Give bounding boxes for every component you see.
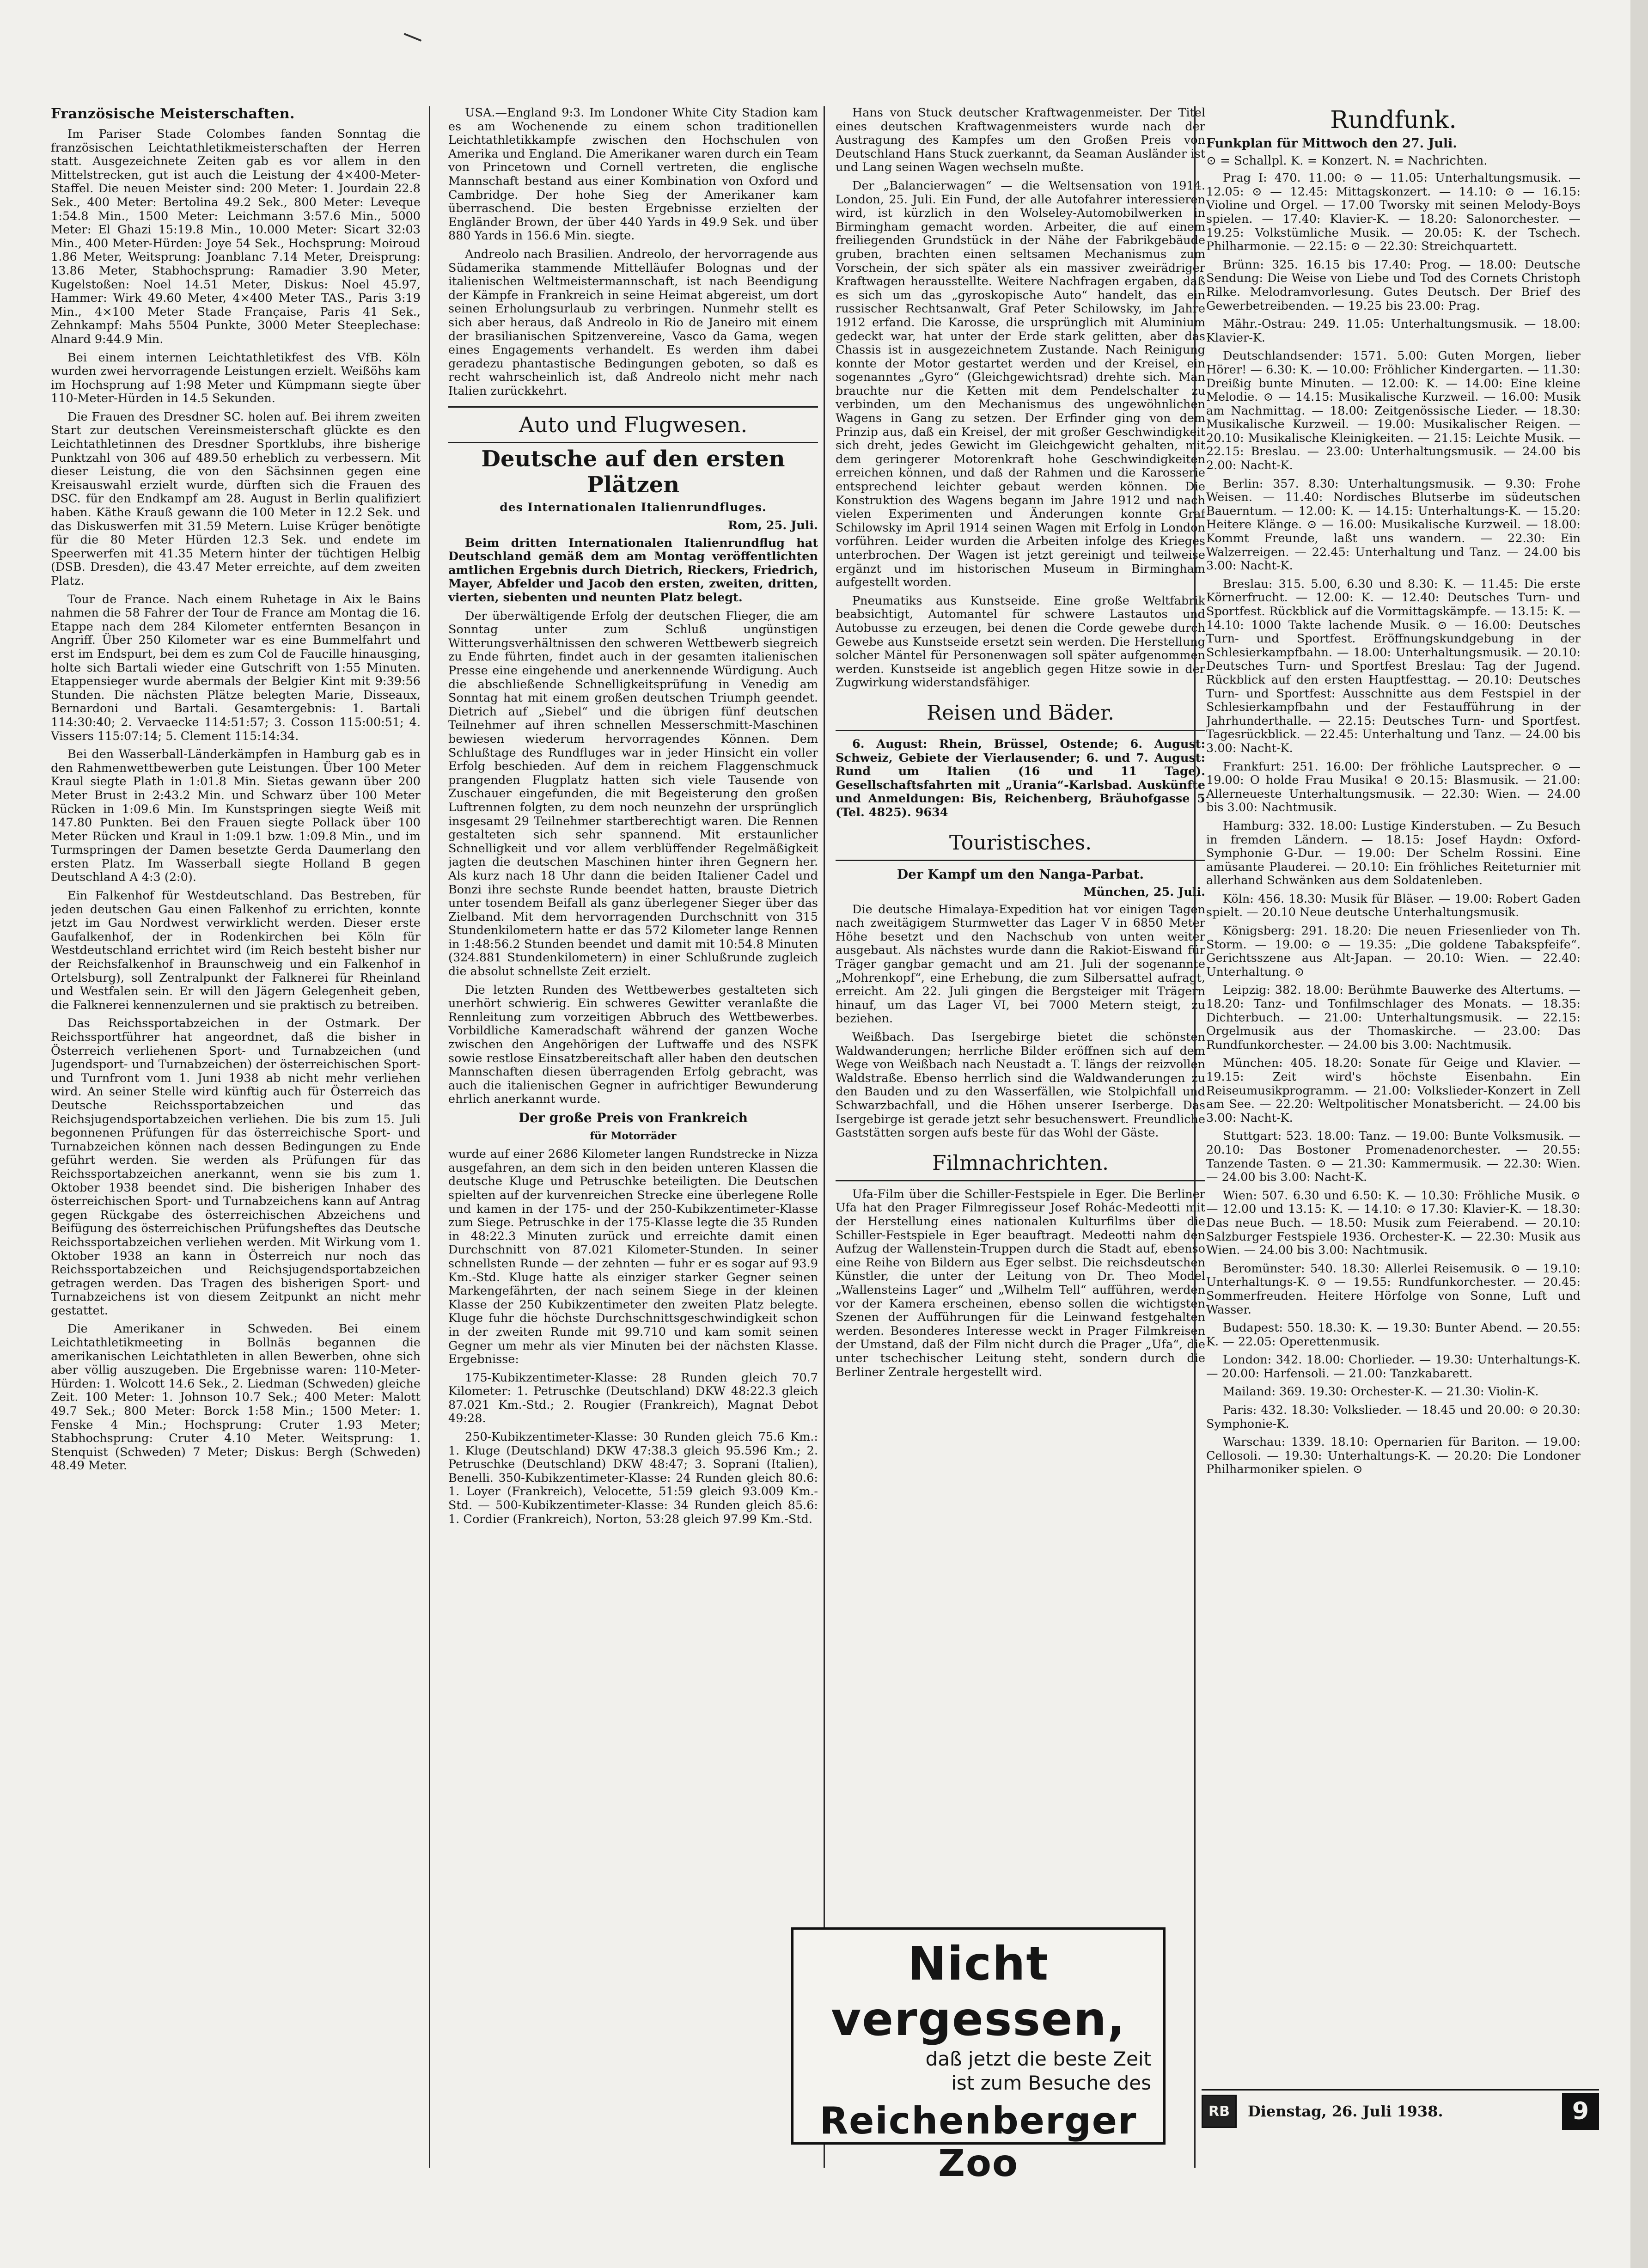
article-paragraph: Die letzten Runden des Wettbewerbes gestalteten sich unerhört schwierig. Ein schweres Gewitter veranlaßte die Rennleitung zum vorzeitigen Abbruch des Wettbewerbes. Vorbildliche Kameradschaft während der ganzen Woche zwischen den Angehörigen der Luftwaffe und des NSFK sowie restlose Einsatzbereitschaft aller haben den deutschen Mannschaften diesen überragenden Erfolg gebracht, was auch die italienischen Gegner in aufrichtiger Bewunderung ehrlich anerkannt wurde. xyxy=(448,983,818,1106)
article-kicker: Französische Meisterschaften. xyxy=(51,106,295,122)
station-entry: Stuttgart: 523. 18.00: Tanz. — 19.00: Bunte Volksmusik. — 20.10: Das Bostoner Promenadenorchester. — 20.55: Tanzende Tasten. ⊙ — 21.30: Kammermusik. — 22.30: Wien. — 24.00 bis 3.00: Nacht-K. xyxy=(1206,1129,1581,1185)
results-paragraph: 175-Kubikzentimeter-Klasse: 28 Runden gleich 70.7 Kilometer: 1. Petruschke (Deutschland) DKW 48:22.3 gleich 87.021 Km.-Std.; 2. Rougier (Frankreich), Magnat Debot 49:28. xyxy=(448,1370,818,1426)
article-paragraph: Die Amerikaner in Schweden. Bei einem Leichtathletikmeeting in Bollnäs begannen die amerikanischen Leichtathleten in allen Bewerben, ohne sich aber völlig auszugeben. Die Ergebnisse waren: 110-Meter-Hürden: 1. Wolcott 14.6 Sek., 2. Liedman (Schweden) gleiche Zeit. 100 Meter: 1. Johnson 10.7 Sek.; 400 Meter: Malott 49.7 Sek.; 800 Meter: Borck 1:58 Min.; 1500 Meter: 1. Fenske 4 Min.; Hochsprung: Cruter 1.93 Meter; Stabhochsprung: Cruter 4.10 Meter. Weitsprung: 1. Stenquist (Schweden) 7 Meter; Diskus: Bergh (Schweden) 48.49 Meter. xyxy=(51,1322,421,1473)
ad-brand: Reichenberger Zoo xyxy=(819,2099,1137,2185)
ad-text: daß jetzt die beste Zeit xyxy=(925,2048,1151,2070)
section-heading: Auto und Flugwesen. xyxy=(448,406,818,443)
article-paragraph: 6. August: Rhein, Brüssel, Ostende; 6. August: Schweiz, Gebiete der Vierlausender; 6. und 7. August: Rund um Italien (16 und 11 Tage). Gesellschaftsfahrten mit „Urania“-Karlsbad. Auskünfte und Anmeldungen: Bis, Reichenberg, Bräuhofgasse 5 (Tel. 4825). 9634 xyxy=(836,737,1205,819)
station-list xyxy=(1206,171,1581,1477)
station-entry: Budapest: 550. 18.30: K. — 19.30: Bunter Abend. — 20.55: K. — 22.05: Operettenmusik. xyxy=(1206,1321,1581,1349)
station-entry: Prag I: 470. 11.00: ⊙ — 11.05: Unterhaltungsmusik. — 12.05: ⊙ — 12.45: Mittagskonzert. — 14.10: ⊙ — 16.15: Violine und Orgel. — 17.00 Tworsky mit seinen Melody-Boys spielen. — 17.40: Klavier-K. — 18.20: Salonorchester. — 19.25: Volkstümliche Musik. — 20.05: K. der Tschech. Philharmonie. — 22.15: ⊙ — 22.30: Streichquartett. xyxy=(1206,171,1581,254)
radio-subtitle: Funkplan für Mittwoch den 27. Juli. xyxy=(1206,136,1457,151)
station-entry: Köln: 456. 18.30: Musik für Bläser. — 19.00: Robert Gaden spielt. — 20.10 Neue deutsche Unterhaltungsmusik. xyxy=(1206,892,1581,920)
station-entry: Breslau: 315. 5.00, 6.30 und 8.30: K. — 11.45: Die erste Körnerfrucht. — 12.00: K. — 12.40: Deutsches Turn- und Sportfest. Rückblick auf die Vormittagskämpfe. — 13.15: K. — 14.10: 1000 Takte lachende Musik. ⊙ — 16.00: Deutsches Turn- und Sportfest. Eröffnungskundgebung in der Schlesierkampfbahn. — 18.00: Unterhaltungsmusik. — 20.10: Deutsches Turn- und Sportfest Breslau: Tag der Jugend. Rückblick auf den ersten Hauptfesttag. — 20.10: Deutsches Turn- und Sportfest: Ausschnitte aus dem Festspiel in der Schlesierkampfbahn und der Festaufführung in der Jahrhunderthalle. — 22.15: Deutsches Turn- und Sportfest. Tagesrückblick. — 22.45: Unterhaltung und Tanz. — 24.00 bis 3.00: Nacht-K. xyxy=(1206,577,1581,755)
article-paragraph: Weißbach. Das Isergebirge bietet die schönsten Waldwanderungen; herrliche Bilder eröffnen sich auf dem Wege von Weißbach nach Neustadt a. T. längs der reizvollen Waldstraße. Ebenso herrlich sind die Waldwanderungen zu den Bauden und zu den Wasserfällen, wie Stolpichfall und Schwarzbachfall, und die Höhen unserer Iserberge. Das Isergebirge ist gerade jetzt sehr besuchenswert. Freundliche Gaststätten sorgen aufs beste für das Wohl der Gäste. xyxy=(836,1030,1205,1140)
page-number: 9 xyxy=(1562,2093,1599,2130)
article-paragraph: Tour de France. Nach einem Ruhetage in Aix le Bains nahmen die 58 Fahrer der Tour de France am Montag die 16. Etappe nach dem 284 Kilometer entfernten Besançon in Angriff. Über 250 Kilometer war es eine Bummelfahrt und erst im Endspurt, bei dem es zum Col de Faucille hinausging, holte sich Bartali wieder eine Gutschrift von 1:55 Minuten. Etappensieger wurde abermals der Belgier Kint mit 9:39:56 Stunden. Die nächsten Plätze belegten Marie, Disseaux, Bernardoni und Bartali. Gesamtergebnis: 1. Bartali 114:30:40; 2. Vervaecke 114:51:57; 3. Cosson 115:00:51; 4. Vissers 115:07:14; 5. Clement 115:14:34. xyxy=(51,592,421,743)
radio-title: Rundfunk. xyxy=(1330,106,1457,134)
column-2-auto-aviation xyxy=(448,106,818,2149)
newspaper-logo: RB xyxy=(1202,2095,1237,2128)
article-paragraph: Pneumatiks aus Kunstseide. Eine große Weltfabrik beabsichtigt, Automantel für schwere Lastautos und Autobusse zu erzeugen, bei denen die Corde gewebe durch Gewebe aus Kunstseide ersetzt sein werden. Die Herstellung solcher Mäntel für Personenwagen soll später aufgenommen werden. Kunstseide ist angeblich gegen Hitze sowie in der Zugwirkung widerstandsfähiger. xyxy=(836,593,1205,690)
headline: Der Kampf um den Nanga-Parbat. xyxy=(897,866,1144,882)
station-entry: Mailand: 369. 19.30: Orchester-K. — 21.30: Violin-K. xyxy=(1223,1385,1539,1399)
station-entry: Beromünster: 540. 18.30: Allerlei Reisemusik. ⊙ — 19.10: Unterhaltungs-K. ⊙ — 19.55: Rundfunkorchester. — 20.45: Sommerfreuden. Heitere Hörfolge von Sonne, Luft und Wasser. xyxy=(1206,1261,1581,1317)
article-paragraph: Die deutsche Himalaya-Expedition hat vor einigen Tagen nach zweitägigem Sturmwetter das Lager V in 6850 Meter Höhe besetzt und den Nachschub von unten weiter ausgebaut. Als nächstes wurde dann die Rakiot-Eiswand für Träger gangbar gemacht und am 21. Juli der sogenannte „Mohrenkopf“, eine Erhebung, die zum Silbersattel aufragt, erreicht. Am 22. Juli gingen die Bergsteiger mit Trägern hinauf, um das Lager VI, bei 7000 Metern steigt, zu beziehen. xyxy=(836,902,1205,1026)
station-entry: Königsberg: 291. 18.20: Die neuen Friesenlieder von Th. Storm. — 19.00: ⊙ — 19.35: „Die goldene Tabakspfeife“. Gerichtsszene aus Alt-Japan. — 20.10: Wien. — 22.40: Unterhaltung. ⊙ xyxy=(1206,924,1581,979)
subheadline: des Internationalen Italienrundfluges. xyxy=(500,501,767,514)
page-edge xyxy=(1630,0,1648,2268)
station-entry: Mähr.-Ostrau: 249. 11.05: Unterhaltungsmusik. — 18.00: Klavier-K. xyxy=(1206,317,1581,345)
column-rule xyxy=(429,106,430,2168)
ad-text: ist zum Besuche des xyxy=(951,2072,1151,2094)
station-entry: Wien: 507. 6.30 und 6.50: K. — 10.30: Fröhliche Musik. ⊙ — 12.00 und 13.15: K. — 14.10: ⊙ 17.30: Klavier-K. — 18.30: Das neue Buch. — 18.50: Musik zum Feierabend. — 20.10: Salzburger Festspiele 1936. Orchester-K. — 22.30: Musik aus Wien. — 24.00 bis 3.00: Nachtmusik. xyxy=(1206,1188,1581,1258)
dateline: München, 25. Juli. xyxy=(1083,885,1205,899)
article-paragraph: Ein Falkenhof für Westdeutschland. Das Bestreben, für jeden deutschen Gau einen Falkenhof zu errichten, konnte jetzt im Gau Nordwest verwirklicht werden. Dieser erste Gaufalkenhof, der in Rodenkirchen bei Köln für Westdeutschland errichtet wird (im Reich besteht bisher nur der Reichsfalkenhof in Braunschweig und ein Falkenhof in Ortelsburg), soll Zentralpunkt der Falknerei für Rheinland und Westfalen sein. Er will den Jägern Gelegenheit geben, die Falknerei kennenzulernen und sie praktisch zu betreiben. xyxy=(51,889,421,1012)
issue-date: Dienstag, 26. Juli 1938. xyxy=(1248,2103,1443,2120)
section-heading: Filmnachrichten. xyxy=(836,1151,1205,1181)
radio-legend: ⊙ = Schallpl. K. = Konzert. N. = Nachrichten. xyxy=(1206,153,1488,168)
column-1-sports xyxy=(51,106,421,2182)
column-3-misc xyxy=(836,106,1205,2149)
section-heading: Touristisches. xyxy=(836,831,1205,861)
column-rule xyxy=(824,106,825,2168)
article-paragraph: Im Pariser Stade Colombes fanden Sonntag die französischen Leichtathletikmeisterschaften der Herren statt. Ausgezeichnete Zeiten gab es vor allem in den Mittelstrecken, gut ist auch die Leistung der 4×400-Meter-Staffel. Die neuen Meister sind: 200 Meter: 1. Jourdain 22.8 Sek., 400 Meter: Bertolina 49.2 Sek., 800 Meter: Leveque 1:54.8 Min., 1500 Meter: Leichmann 3:57.6 Min., 5000 Meter: El Ghazi 15:19.8 Min., 10.000 Meter: Sicart 32:03 Min., 400 Meter-Hürden: Joye 54 Sek., Hochsprung: Moiroud 1.86 Meter, Weitsprung: Joanblanc 7.14 Meter, Dreisprung: 13.86 Meter, Stabhochsprung: Ramadier 3.90 Meter, Kugelstoßen: Noel 14.51 Meter, Diskus: Noel 45.97, Hammer: Wirk 49.60 Meter, 4×400 Meter TAS., Paris 3:19 Min., 4×100 Meter Stade Française, Paris 41 Sek., Zehnkampf: Mahs 5504 Punkte, 3000 Meter Steeplechase: Alnard 9:44.9 Min. xyxy=(51,127,421,346)
column-4-radio xyxy=(1206,106,1581,2089)
article-paragraph: USA.—England 9:3. Im Londoner White City Stadion kam es am Wochenende zu einem schon traditionellen Leichtathletikkampfe zwischen den Hochschulen von Amerika und England. Die Amerikaner waren durch ein Team von Princetown und Cornell vertreten, die englische Mannschaft bestand aus einer Kombination von Oxford und Cambridge. Der hohe Sieg der Amerikaner kam überraschend. Die besten Ergebnisse erzielten der Engländer Brown, der über 440 Yards in 49.9 Sek. und über 880 Yards in 156.6 Min. siegte. xyxy=(448,106,818,243)
station-entry: Brünn: 325. 16.15 bis 17.40: Prog. — 18.00: Deutsche Sendung: Die Weise von Liebe und Tod des Cornets Christoph Rilke. Melodramvorlesung. Gutes Deutsch. Der Brief des Gewerbetreibenden. — 19.25 bis 23.00: Prag. xyxy=(1206,257,1581,313)
dateline: Rom, 25. Juli. xyxy=(727,519,818,533)
article-paragraph: Das Reichssportabzeichen in der Ostmark. Der Reichssportführer hat angeordnet, daß die bisher in Österreich verliehenen Sport- und Turnabzeichen (und Jugendsport- und Turnabzeichen) der österreichischen Sport- und Turnfront vom 1. Juni 1938 ab nicht mehr verliehen wird. An seiner Stelle wird künftig auch für Österreich das Deutsche Reichssportabzeichen und das Reichsjugendsportabzeichen verliehen. Die bis zum 15. Juli begonnenen Prüfungen für das österreichische Sport- und Turnabzeichen können nach dessen Bedingungen zu Ende geführt werden. Sie werden als Prüfungen für das Reichssportabzeichen anerkannt, wenn sie bis zum 1. Oktober 1938 beendet sind. Die bisherigen Inhaber des österreichischen Sport- und Turnabzeichens kann auf Antrag gegen Rückgabe des österreichischen Abzeichens und Beifügung des österreichischen Prüfungsheftes das Deutsche Reichssportabzeichen verliehen werden. Mit Wirkung vom 1. Oktober 1938 an kann in Österreich nur noch das Reichssportabzeichen und Reichsjugendsportabzeichen getragen werden. Das Tragen des bisherigen Sport- und Turnabzeichens ist von diesem Zeitpunkt an nicht mehr gestattet. xyxy=(51,1016,421,1318)
station-entry: London: 342. 18.00: Chorlieder. — 19.30: Unterhaltungs-K. — 20.00: Harfensoli. — 21.00: Tanzkabarett. xyxy=(1206,1353,1581,1381)
station-entry: Paris: 432. 18.30: Volkslieder. — 18.45 und 20.00: ⊙ 20.30: Symphonie-K. xyxy=(1206,1403,1581,1431)
ad-headline: Nicht vergessen, xyxy=(831,1937,1126,2046)
article-paragraph: Bei den Wasserball-Länderkämpfen in Hamburg gab es in den Rahmenwettbewerben gute Leistungen. Über 100 Meter Kraul siegte Plath in 1:01.8 Min. Sietas gewann über 200 Meter Brust in 2:43.2 Min. und Schwarz über 100 Meter Rücken in 1:09.6 Min. Im Kunstspringen siegte Weiß mit 147.80 Punkten. Bei den Frauen siegte Pollack über 100 Meter Rücken und Kraul in 1:09.1 bzw. 1:09.8 Min., und im Turmspringen der Damen besetzte Gerda Daumerlang den ersten Platz. Im Wasserball siegte Holland B gegen Deutschland A 4:3 (2:0). xyxy=(51,747,421,885)
article-paragraph: Der „Balancierwagen“ — die Weltsensation von 1914. London, 25. Juli. Ein Fund, der alle Autofahrer interessieren wird, ist kürzlich in den Wolseley-Automobilwerken in Birmingham gemacht worden. Arbeiter, die auf einem freiliegenden Grundstück in der Nähe der Fabrikgebäude gruben, brachten einen seltsamen Mechanismus zum Vorschein, der sich später als ein massiver zweirädriger Kraftwagen herausstellte. Weitere Nachfragen ergaben, daß es sich um das „gyroskopische Auto“ handelt, das ein russischer Rechtsanwalt, Graf Peter Schilowsky, im Jahre 1912 erfand. Die Karosse, die ursprünglich mit Aluminium gedeckt war, hat unter der Erde stark gelitten, aber das Chassis ist in ausgezeichnetem Zustande. Nach Reinigung konnte der Motor gestartet werden und der Kreisel, ein sogenanntes „Gyro“ (Gleichgewichtsrad) drehte sich. Man brauchte nur die Ketten mit dem Pendelschalter zu verbinden, um den Mechanismus des ungewöhnlichen Wagens in Gang zu setzen. Der Erfinder ging von dem Prinzip aus, daß ein Kreisel, der mit großer Geschwindigkeit sich dreht, jedes Gewicht im Gleichgewicht gehalten, mit dem geringerer Motorenkraft hohe Geschwindigkeiten erreichen können, und daß der Rahmen und die Karosserie entsprechend leichter gebaut werden können. Die Konstruktion des Wagens begann im Jahre 1912 und nach vielen Experimenten und Änderungen konnte Graf Schilowsky im April 1914 seinen Wagen mit Erfolg in London vorführen. Leider wurden die Arbeiten infolge des Krieges unterbrochen. Der Wagen ist jetzt gereinigt und teilweise ergänzt und im historischen Museum in Birmingham aufgestellt worden. xyxy=(836,178,1205,590)
results-paragraph: 250-Kubikzentimeter-Klasse: 30 Runden gleich 75.6 Km.: 1. Kluge (Deutschland) DKW 47:38.3 gleich 95.596 Km.; 2. Petruschke (Deutschland) DKW 48:47; 3. Soprani (Italien), Benelli. 350-Kubikzentimeter-Klasse: 24 Runden gleich 80.6: 1. Loyer (Frankreich), Velocette, 51:59 gleich 93.009 Km.-Std. — 500-Kubikzentimeter-Klasse: 34 Runden gleich 85.6: 1. Cordier (Frankreich), Norton, 53:28 gleich 97.99 Km.-Std. xyxy=(448,1430,818,1526)
article-paragraph: Hans von Stuck deutscher Kraftwagenmeister. Der Titel eines deutschen Kraftwagenmeisters wurde nach der Austragung des Kampfes um den Großen Preis von Deutschland Hans Stuck zuerkannt, da Seaman Ausländer ist und Lang seinen Wagen wechseln mußte. xyxy=(836,106,1205,175)
subheadline: für Motorräder xyxy=(590,1130,677,1142)
article-paragraph: wurde auf einer 2686 Kilometer langen Rundstrecke in Nizza ausgefahren, an dem sich in den beiden unteren Klassen die deutsche Kluge und Petruschke beteiligten. Die Deutschen spielten auf der kurvenreichen Strecke eine überlegene Rolle und kamen in der 175- und der 250-Kubikzentimeter-Klasse zum Siege. Petruschke in der 175-Klasse legte die 35 Runden in 48:22.3 Minuten zurück und erreichte damit einen Durchschnitt von 87.021 Kilometer-Stunden. In seiner schnellsten Runde — der zehnten — fuhr er es sogar auf 93.9 Km.-Std. Kluge hatte als einziger starker Gegner seinen Markengefährten, der nach seinem Siege in der kleinen Klasse der 250 Kubikzentimeter den zweiten Platz belegte. Kluge fuhr die höchste Durchschnittsgeschwindigkeit schon in der zweiten Runde mit 99.710 und kam somit seinen Gegner um mehr als vier Minuten bei der nächsten Klasse. Ergebnisse: xyxy=(448,1147,818,1367)
article-paragraph: Bei einem internen Leichtathletikfest des VfB. Köln wurden zwei hervorragende Leistungen erzielt. Weißöhs kam im Hochsprung auf 1:98 Meter und Kümpmann siegte über 110-Meter-Hürden in 14.5 Sekunden. xyxy=(51,350,421,406)
article-paragraph: Andreolo nach Brasilien. Andreolo, der hervorragende aus Südamerika stammende Mittelläufer Bolognas und der italienischen Weltmeistermannschaft, ist nach Beendigung der Kämpfe in Frankreich in seine Heimat abgereist, um dort seinen Erholungsurlaub zu verbringen. Nunmehr stellt es sich aber heraus, daß Andreolo in Rio de Janeiro mit einem der brasilianischen Spitzenvereine, Vasco da Gama, wegen eines Engagements verhandelt. Es werden ihm dabei geradezu phantastische Bedingungen geboten, so daß es recht wahrscheinlich ist, daß Andreolo nicht mehr nach Italien zurückkehrt. xyxy=(448,247,818,398)
print-mark xyxy=(401,33,422,49)
lead-paragraph: Beim dritten Internationalen Italienrundflug hat Deutschland gemäß dem am Montag veröffentlichten amtlichen Ergebnis durch Dietrich, Rieckers, Friedrich, Mayer, Abfelder und Jacob den ersten, zweiten, dritten, vierten, siebenten und neunten Platz belegt. xyxy=(448,536,818,605)
article-paragraph: Ufa-Film über die Schiller-Festspiele in Eger. Die Berliner Ufa hat den Prager Filmregisseur Josef Rohác-Medeotti mit der Herstellung eines nationalen Kulturfilms über die Schiller-Festspiele in Eger beauftragt. Medeotti nahm den Aufzug der Wallenstein-Truppen durch die Stadt auf, ebenso eine Reihe von Bildern aus Eger selbst. Die reichsdeutschen Künstler, die unter der Leitung von Dr. Theo Model „Wallensteins Lager“ und „Wilhelm Tell“ aufführen, werden vor der Kamera erscheinen, ebenso sollen die wichtigsten Szenen der Aufführungen für die Leinwand festgehalten werden. Besonderes Interesse weckt in Prager Filmkreisen der Umstand, daß der Film nicht durch die Prager „Ufa“, die unter tschechischer Leitung steht, sondern durch die Berliner Zentrale hergestellt wird. xyxy=(836,1187,1205,1379)
headline: Deutsche auf den ersten Plätzen xyxy=(481,446,785,498)
station-entry: München: 405. 18.20: Sonate für Geige und Klavier. — 19.15: Zeit wird's höchste Eisenbahn. Ein Reiseumusikprogramm. — 21.00: Volkslieder-Konzert in Zell am See. — 22.20: Weltpolitischer Monatsbericht. — 24.00 bis 3.00: Nacht-K. xyxy=(1206,1056,1581,1125)
page-footer xyxy=(1202,2089,1599,2132)
article-paragraph: Der überwältigende Erfolg der deutschen Flieger, die am Sonntag unter zum Schluß ungünstigen Witterungsverhältnissen den schweren Wettbewerb siegreich zu Ende führten, findet auch in der gesamten italienischen Presse eine eingehende und anerkennende Würdigung. Auch die abschließende Schnelligkeitsprüfung in Venedig am Sonntag hat mit einem großen deutschen Triumph geendet. Dietrich auf „Siebel“ und die übrigen fünf deutschen Teilnehmer auf ihren schnellen Messerschmitt-Maschinen bewiesen wiederum hervorragendes Können. Dem Schlußtage des Rundfluges war in jeder Hinsicht ein voller Erfolg beschieden. Auf dem in reichem Flaggenschmuck prangenden Flugplatz hatten sich viele Tausende von Zuschauer eingefunden, die mit Begeisterung den großen Luftrennen folgten, zu dem noch neunzehn der ursprünglich insgesamt 29 Teilnehmer startberechtigt waren. Die Rennen gestalteten sich sehr spannend. Mit erstaunlicher Schnelligkeit und vor allem verblüffender Regelmäßigkeit jagten die deutschen Maschinen hinter ihren Gegnern her. Als kurz nach 18 Uhr dann die beiden Italiener Cadel und Bonzi ihre sechste Runde beendet hatten, brauste Dietrich unter tosendem Beifall als ganz überlegener Sieger über das Zielband. Mit dem hervorragenden Durchschnitt von 315 Stundenkilometern hatte er das 572 Kilometer lange Rennen in 1:48:56.2 Stunden beendet und damit mit 10:54.8 Minuten (324.881 Stundenkilometern) in einer Schlußrunde zugleich die absolut schnellste Zeit erzielt. xyxy=(448,609,818,979)
station-entry: Deutschlandsender: 1571. 5.00: Guten Morgen, lieber Hörer! — 6.30: K. — 10.00: Fröhlicher Kindergarten. — 11.30: Dreißig bunte Minuten. — 12.00: K. — 14.00: Eine kleine Melodie. ⊙ — 14.15: Musikalische Kurzweil. — 16.00: Musik am Nachmittag. — 18.00: Zeitgenössische Lieder. — 18.30: Musikalische Kurzweil. — 19.00: Musikalischer Reigen. — 20.10: Musikalische Kleinigkeiten. — 21.15: Leichte Musik. — 22.15: Breslau. — 23.00: Unterhaltungsmusik. — 24.00 bis 2.00: Nacht-K. xyxy=(1206,349,1581,473)
headline: Der große Preis von Frankreich xyxy=(519,1110,748,1125)
station-entry: Warschau: 1339. 18.10: Opernarien für Bariton. — 19.00: Cellosoli. — 19.30: Unterhaltungs-K. — 20.20: Die Londoner Philharmoniker spielen. ⊙ xyxy=(1206,1435,1581,1477)
section-heading: Reisen und Bäder. xyxy=(836,701,1205,731)
station-entry: Frankfurt: 251. 16.00: Der fröhliche Lautsprecher. ⊙ — 19.00: O holde Frau Musika! ⊙ 20.15: Blasmusik. — 21.00: Allerneueste Unterhaltungsmusik. — 22.30: Wien. — 24.00 bis 3.00: Nachtmusik. xyxy=(1206,759,1581,815)
station-entry: Leipzig: 382. 18.00: Berühmte Bauwerke des Altertums. — 18.20: Tanz- und Tonfilmschlager des Monats. — 18.35: Dichterbuch. — 21.00: Unterhaltungsmusik. — 22.15: Orgelmusik aus der Thomaskirche. — 23.00: Das Rundfunkorchester. — 24.00 bis 3.00: Nachtmusik. xyxy=(1206,983,1581,1052)
article-paragraph: Die Frauen des Dresdner SC. holen auf. Bei ihrem zweiten Start zur deutschen Vereinsmeisterschaft glückte es den Leichtathletinnen des Dresdner Sportklubs, ihre bisherige Punktzahl von 306 auf 489.50 erheblich zu verbessern. Mit dieser Leistung, die von den Sächsinnen gegen eine Kreisauswahl erzielt wurde, dürften sich die Frauen des DSC. für den Endkampf am 28. August in Berlin qualifiziert haben. Käthe Krauß gewann die 100 Meter in 12.2 Sek. und das Diskuswerfen mit 31.59 Metern. Luise Krüger benötigte für die 80 Meter Hürden 12.3 Sek. und endete im Speerwerfen mit 41.35 Metern hinter der tüchtigen Helbig (DSB. Dresden), die 43.47 Meter erreichte, auf dem zweiten Platz. xyxy=(51,410,421,588)
station-entry: Hamburg: 332. 18.00: Lustige Kinderstuben. — Zu Besuch in fremden Ländern. — 18.15: Josef Haydn: Oxford-Symphonie G-Dur. — 19.00: Der Schelm Rossini. Eine amüsante Plauderei. — 20.10: Ein fröhliches Reiteturnier mit allerhand Schwänken aus dem Soldatenleben. xyxy=(1206,819,1581,888)
advertisement-zoo xyxy=(791,1927,1166,2185)
station-entry: Berlin: 357. 8.30: Unterhaltungsmusik. — 9.30: Frohe Weisen. — 11.40: Nordisches Blutserbe im südeutschen Bauerntum. — 12.00: K. — 14.15: Unterhaltungs-K. — 15.20: Heitere Klänge. ⊙ — 16.00: Musikalische Kurzweil. — 18.00: Kommt Freunde, laßt uns wandern. — 22.30: Ein Walzerreigen. — 22.45: Unterhaltung und Tanz. — 24.00 bis 3.00: Nacht-K. xyxy=(1206,477,1581,573)
